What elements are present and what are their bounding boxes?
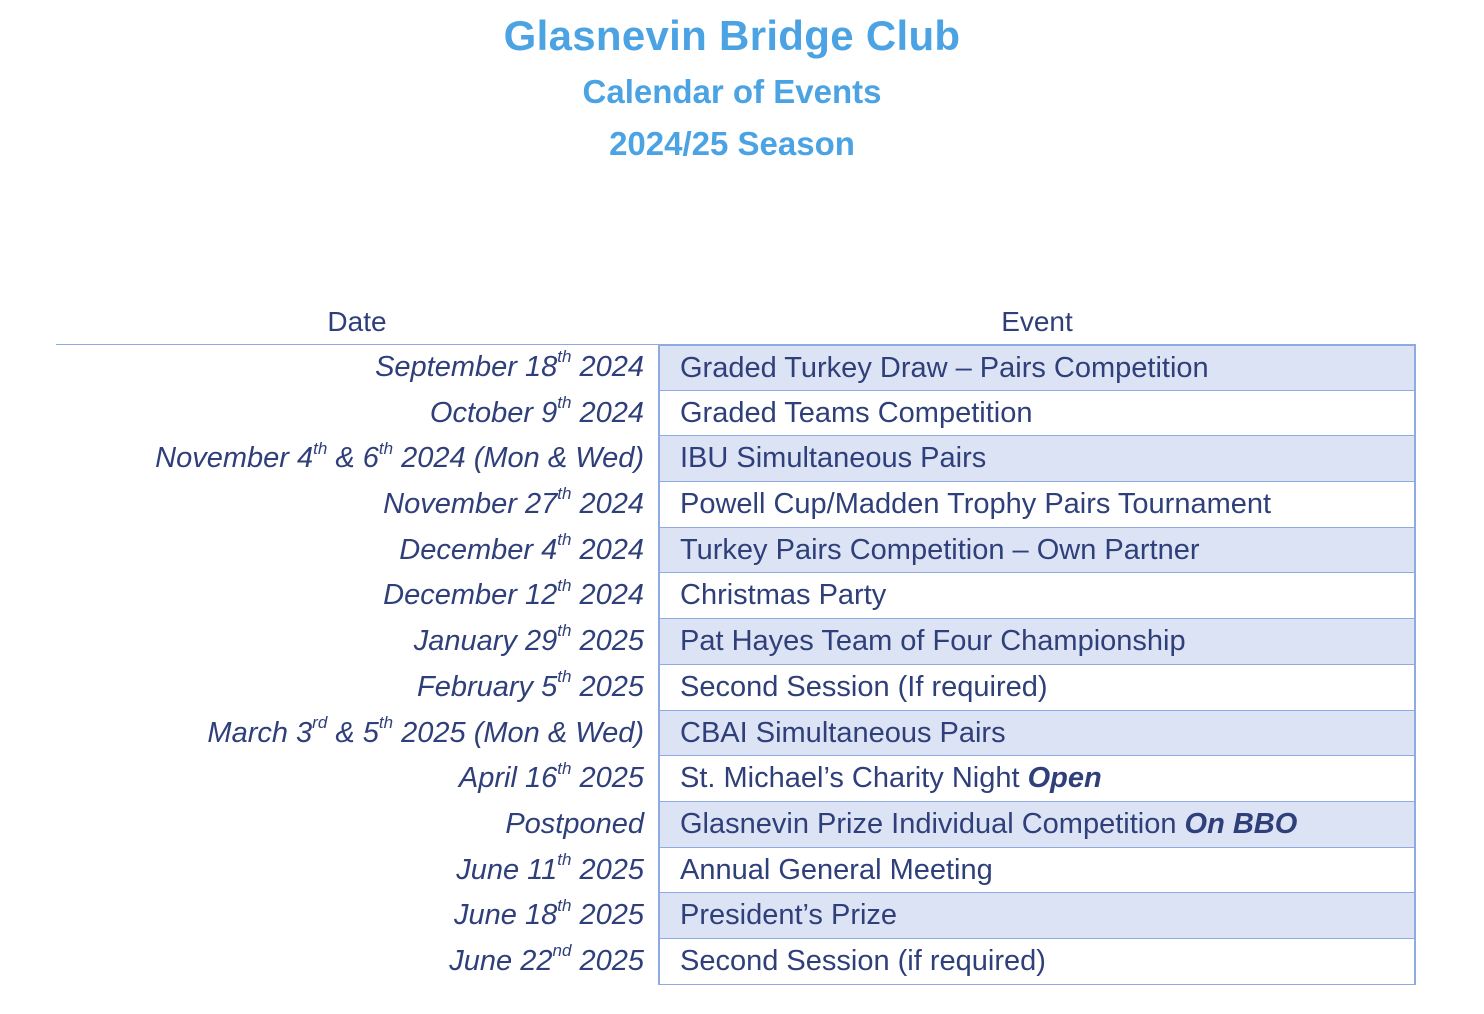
date-ordinal-suffix: th xyxy=(557,621,572,641)
date-cell xyxy=(56,939,658,985)
date-ordinal-suffix: th xyxy=(557,667,572,687)
date-text: 2024 xyxy=(571,579,644,612)
table-row xyxy=(56,665,1416,711)
event-name: CBAI Simultaneous Pairs xyxy=(680,716,1006,749)
event-cell xyxy=(658,436,1416,482)
date-text: November 27 xyxy=(383,488,558,521)
date-cell xyxy=(56,345,658,391)
date-ordinal-suffix: th xyxy=(557,575,572,595)
event-cell xyxy=(658,711,1416,757)
date-ordinal-suffix: th xyxy=(557,895,572,915)
table-row xyxy=(56,939,1416,985)
date-text: 2025 xyxy=(571,670,644,703)
date-text: Postponed xyxy=(505,807,644,840)
event-cell xyxy=(658,573,1416,619)
date-text: & 5 xyxy=(327,716,379,749)
table-row xyxy=(56,802,1416,848)
event-name: Turkey Pairs Competition – Own Partner xyxy=(680,533,1200,566)
table-row xyxy=(56,482,1416,528)
event-cell xyxy=(658,665,1416,711)
date-text: 2025 xyxy=(571,899,644,932)
event-note: Open xyxy=(1027,762,1102,795)
date-text: June 11 xyxy=(456,853,558,886)
table-row xyxy=(56,848,1416,894)
date-text: 2024 (Mon & Wed) xyxy=(393,442,644,475)
date-text: March 3 xyxy=(207,716,313,749)
date-text: November 4 xyxy=(155,442,314,475)
table-row xyxy=(56,893,1416,939)
event-note: On BBO xyxy=(1184,807,1298,840)
date-text: 2025 xyxy=(571,853,644,886)
date-cell xyxy=(56,848,658,894)
date-ordinal-suffix: th xyxy=(378,438,394,458)
date-cell xyxy=(56,756,658,802)
event-cell xyxy=(658,893,1416,939)
date-ordinal-suffix: th xyxy=(557,484,572,504)
event-name: Graded Teams Competition xyxy=(680,396,1033,429)
date-text: June 18 xyxy=(454,899,558,932)
club-title: Glasnevin Bridge Club xyxy=(503,12,961,59)
date-cell xyxy=(56,711,658,757)
table-row xyxy=(56,345,1416,391)
date-text: 2025 xyxy=(571,762,644,795)
date-cell xyxy=(56,893,658,939)
date-text: February 5 xyxy=(417,670,558,703)
date-text: June 22 xyxy=(449,944,553,977)
event-cell xyxy=(658,391,1416,437)
event-name: Pat Hayes Team of Four Championship xyxy=(680,625,1186,658)
calendar-subtitle: Calendar of Events xyxy=(582,73,882,110)
date-text: 2024 xyxy=(571,396,644,429)
table-row xyxy=(56,573,1416,619)
date-text: 2025 (Mon & Wed) xyxy=(393,716,644,749)
date-ordinal-suffix: th xyxy=(557,849,572,869)
date-cell xyxy=(56,573,658,619)
event-cell xyxy=(658,848,1416,894)
date-column-header: Date xyxy=(327,306,387,337)
event-name: Glasnevin Prize Individual Competition xyxy=(680,807,1185,840)
date-ordinal-suffix: th xyxy=(313,438,328,458)
event-name: Christmas Party xyxy=(680,579,887,612)
date-cell xyxy=(56,391,658,437)
event-cell xyxy=(658,939,1416,985)
date-cell xyxy=(56,528,658,574)
season-label: 2024/25 Season xyxy=(609,125,855,162)
table-row xyxy=(56,528,1416,574)
date-text: 2024 xyxy=(571,533,644,566)
event-cell xyxy=(658,619,1416,665)
date-text: December 12 xyxy=(383,579,558,612)
event-name: Second Session (if required) xyxy=(680,944,1046,977)
date-text: January 29 xyxy=(413,625,558,658)
date-text: April 16 xyxy=(458,762,558,795)
date-ordinal-suffix: th xyxy=(557,393,572,413)
table-row xyxy=(56,391,1416,437)
event-cell xyxy=(658,482,1416,528)
date-text: & 6 xyxy=(327,442,379,475)
event-name: Second Session (If required) xyxy=(680,670,1048,703)
date-ordinal-suffix: th xyxy=(557,758,572,778)
date-ordinal-suffix: th xyxy=(557,347,572,367)
event-cell xyxy=(658,802,1416,848)
event-name: Graded Turkey Draw – Pairs Competition xyxy=(680,352,1209,384)
date-text: 2024 xyxy=(571,488,644,521)
event-name: Annual General Meeting xyxy=(680,853,993,886)
date-cell xyxy=(56,665,658,711)
date-ordinal-suffix: th xyxy=(378,712,394,732)
date-cell xyxy=(56,619,658,665)
event-column-header: Event xyxy=(1001,306,1073,337)
event-name: Powell Cup/Madden Trophy Pairs Tournament xyxy=(680,488,1272,521)
event-cell xyxy=(658,345,1416,391)
date-text: October 9 xyxy=(429,396,558,429)
table-row xyxy=(56,619,1416,665)
date-text: 2025 xyxy=(571,944,644,977)
events-table xyxy=(56,345,1416,985)
table-row xyxy=(56,436,1416,482)
date-cell xyxy=(56,436,658,482)
event-name: IBU Simultaneous Pairs xyxy=(680,442,987,475)
event-cell xyxy=(658,528,1416,574)
date-text: December 4 xyxy=(399,533,558,566)
date-text: 2025 xyxy=(571,625,644,658)
table-row xyxy=(56,756,1416,802)
event-name: President’s Prize xyxy=(680,899,898,932)
date-ordinal-suffix: th xyxy=(557,530,572,550)
table-row xyxy=(56,711,1416,757)
date-text: September 18 xyxy=(375,351,558,383)
date-ordinal-suffix: rd xyxy=(312,712,328,732)
event-name: St. Michael’s Charity Night xyxy=(680,762,1028,795)
date-text: 2024 xyxy=(571,351,644,383)
event-cell xyxy=(658,756,1416,802)
date-ordinal-suffix: nd xyxy=(552,941,572,961)
date-cell xyxy=(56,802,658,848)
date-cell xyxy=(56,482,658,528)
